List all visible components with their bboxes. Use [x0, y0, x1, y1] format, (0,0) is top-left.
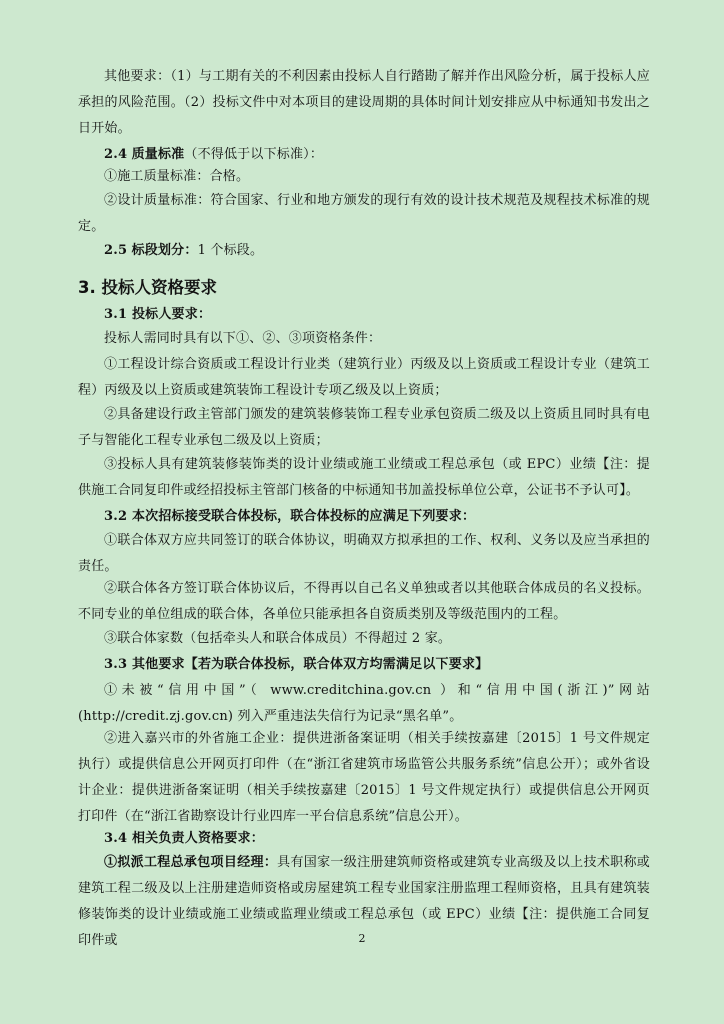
section-3-1-item-3: ③投标人具有建筑装修装饰类的设计业绩或施工业绩或工程总承包（或 EPC）业绩【注：提供施工合同复印件或经招投标主管部门核备的中标通知书加盖投标单位公章，公证书不予认可】。 [78, 457, 650, 498]
section-3-1-heading: 3.1 投标人要求： [104, 307, 212, 322]
quality-standard-design: ②设计质量标准：符合国家、行业和地方颁发的现行有效的设计技术规范及规程技术标准的规定。 [78, 193, 650, 234]
project-manager-requirements: 具有国家一级注册建筑师资格或建筑专业高级及以上技术职称或建筑工程二级及以上注册建造师资格或房屋建筑工程专业国家注册监理工程师资格，且具有建筑装修装饰类的设计业绩或施工业绩或监理业绩或工程总承包（或 EPC）业绩【注：提供施工合同复印件或 [78, 855, 650, 948]
section-3-3-item-1: ①未被“信用中国”（ www.creditchina.gov.cn ）和“信用中国(浙江)”网站(http://credit.zj.gov.cn) 列入严重违法失信行为记录“黑名单”。 [78, 683, 650, 724]
section-3-1-item-1: ①工程设计综合资质或工程设计行业类（建筑行业）丙级及以上资质或工程设计专业（建筑工程）丙级及以上资质或建筑装饰工程设计专项乙级及以上资质； [78, 357, 650, 398]
section-2-5-title: 标段划分： [131, 243, 198, 258]
section-2-4-note: （不得低于以下标准）： [184, 147, 324, 162]
section-2-5-value: 1 个标段。 [197, 243, 264, 258]
section-3-3-heading: 3.3 其他要求【若为联合体投标，联合体双方均需满足以下要求】 [104, 657, 489, 672]
section-3-2-item-1: ①联合体双方应共同签订的联合体协议，明确双方拟承担的工作、权利、义务以及应当承担的责任。 [78, 533, 650, 574]
project-manager-label: ①拟派工程总承包项目经理： [104, 855, 278, 870]
section-2-4-title: 质量标准 [131, 147, 185, 162]
quality-standard-construction: ①施工质量标准：合格。 [104, 169, 250, 184]
section-3-2-item-3: ③联合体家数（包括牵头人和联合体成员）不得超过 2 家。 [104, 631, 452, 646]
section-2-5-heading [78, 238, 650, 264]
section-3-2-item-2: ②联合体各方签订联合体协议后，不得再以自己名义单独或者以其他联合体成员的名义投标。不同专业的单位组成的联合体，各单位只能承担各自资质类别及等级范围内的工程。 [78, 581, 650, 622]
section-2-5-number: 2.5 [104, 243, 128, 258]
section-3-2-heading: 3.2 本次招标接受联合体投标，联合体投标的应满足下列要求： [104, 509, 476, 524]
paragraph-other-requirements: 其他要求：（1）与工期有关的不利因素由投标人自行踏勘了解并作出风险分析，属于投标人应承担的风险范围。（2）投标文件中对本项目的建设周期的具体时间计划安排应从中标通知书发出之日开始。 [78, 69, 650, 136]
section-3-1-intro: 投标人需同时具有以下①、②、③项资格条件： [104, 331, 382, 346]
section-3-1-item-2: ②具备建设行政主管部门颁发的建筑装修装饰工程专业承包资质二级及以上资质且同时具有电子与智能化工程专业承包二级及以上资质； [78, 407, 650, 448]
section-3-4-heading: 3.4 相关负责人资格要求： [104, 831, 264, 846]
section-2-4-number: 2.4 [104, 147, 128, 162]
section-3-heading: 3. 投标人资格要求 [78, 278, 217, 297]
section-3-3-item-2: ②进入嘉兴市的外省施工企业：提供进浙备案证明（相关手续按嘉建〔2015〕1 号文件规定执行）或提供信息公开网页打印件（在“浙江省建筑市场监管公共服务系统”信息公开）；或外省设计企业：提供进浙备案证明（相关手续按嘉建〔2015〕1 号文件规定执行）或提供信息公开网页打印件（在“浙江省勘察设计行业四库一平台信息系统”信息公开）。 [78, 731, 650, 824]
page-number: 2 [358, 932, 366, 945]
